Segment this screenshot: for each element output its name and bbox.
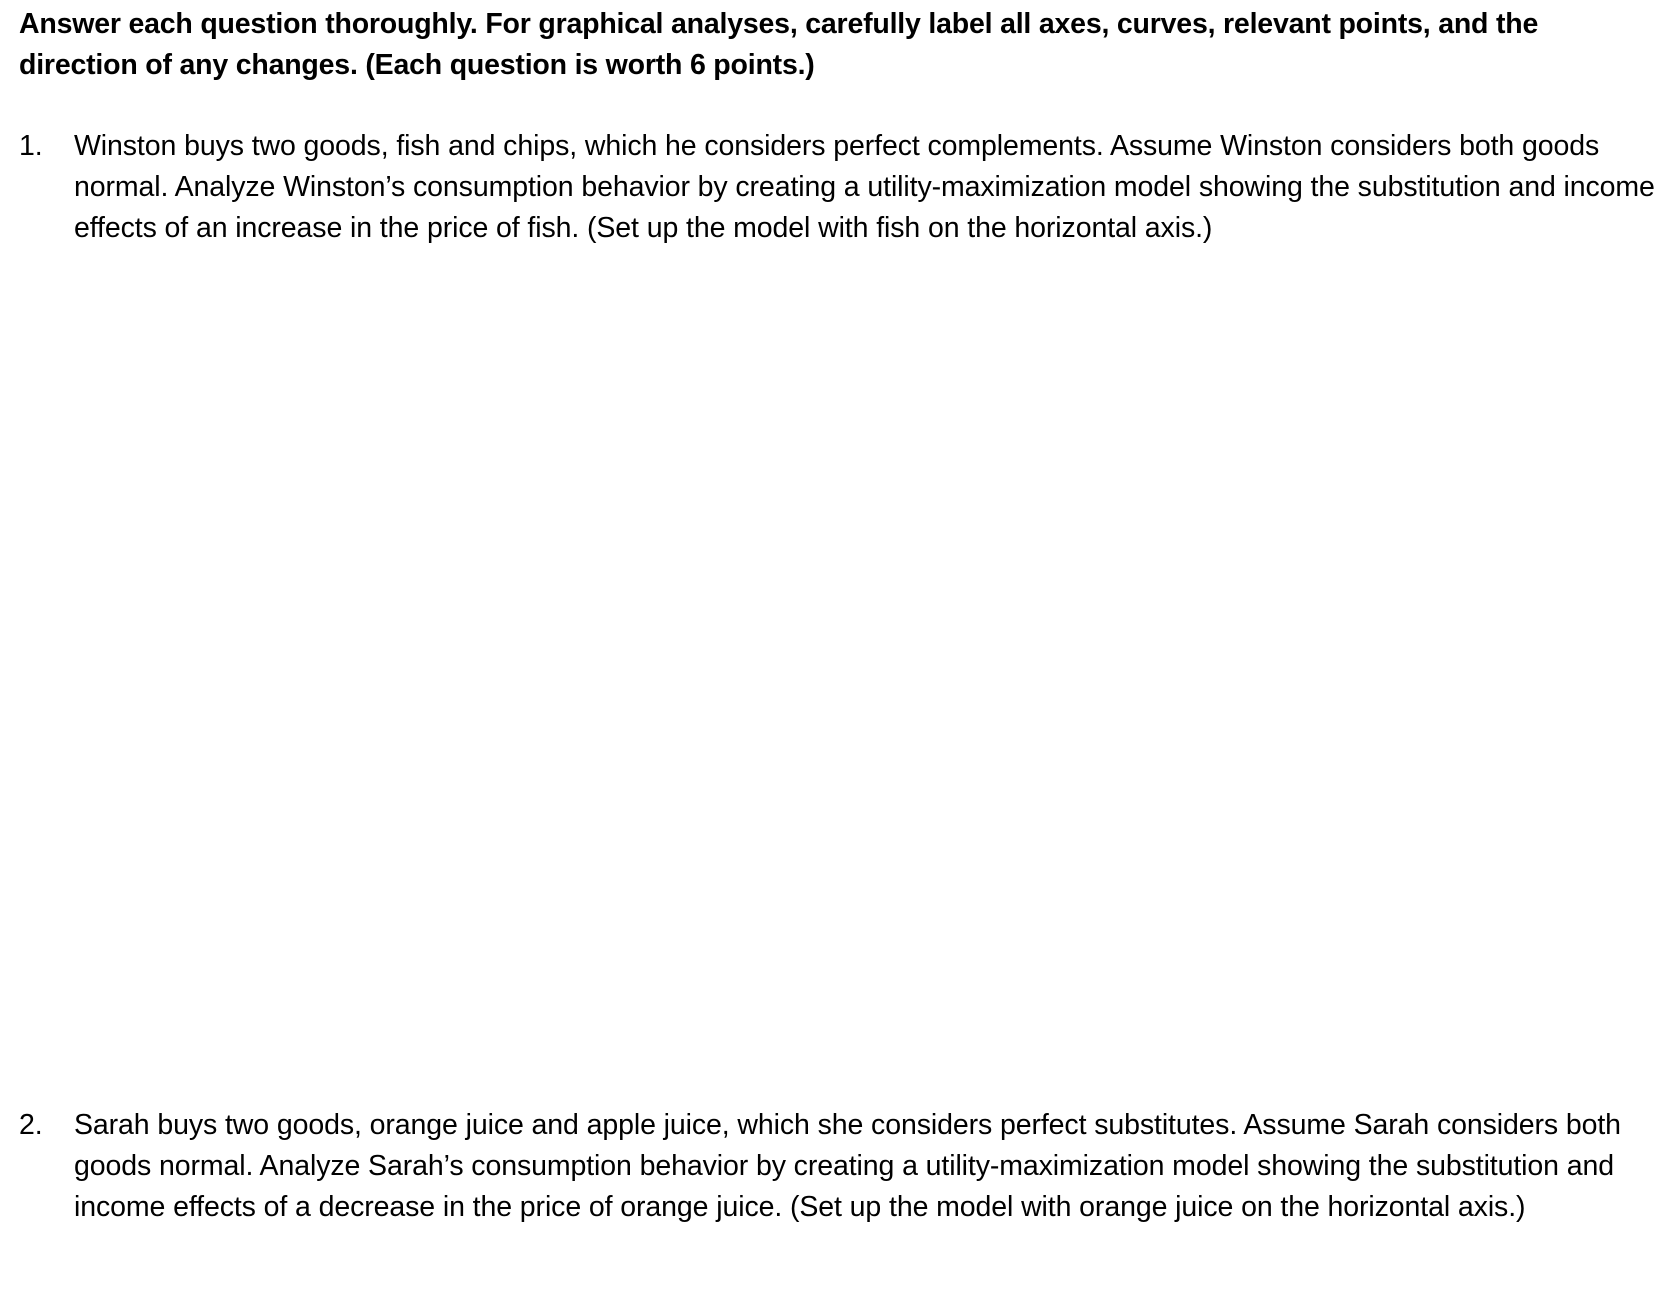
question-1-number: 1. bbox=[19, 130, 43, 162]
question-2-text: Sarah buys two goods, orange juice and apple juice, which she considers perfect substitutes. Assume Sarah considers both goods normal. Analyze Sarah’s consumption behavior by creating a utility-maximization model showing the substitution and income effects of a decrease in the price of orange juice. (Set up the model with orange juice on the horizontal axis.) bbox=[74, 1109, 1621, 1223]
question-2-answer-space bbox=[74, 1270, 1634, 1300]
question-1-answer-space bbox=[74, 300, 1634, 1080]
question-1 bbox=[19, 126, 1669, 249]
instructions-heading: Answer each question thoroughly. For graphical analyses, carefully label all axes, curves, relevant points, and the direction of any changes. (Each question is worth 6 points.) bbox=[19, 8, 1539, 81]
question-2-number: 2. bbox=[19, 1109, 43, 1141]
question-2 bbox=[19, 1105, 1669, 1228]
question-1-text: Winston buys two goods, fish and chips, which he considers perfect complements. Assume Winston considers both goods normal. Analyze Winston’s consumption behavior by creating a utility-maximization model showing the substitution and income effects of an increase in the price of fish. (Set up the model with fish on the horizontal axis.) bbox=[74, 130, 1655, 244]
